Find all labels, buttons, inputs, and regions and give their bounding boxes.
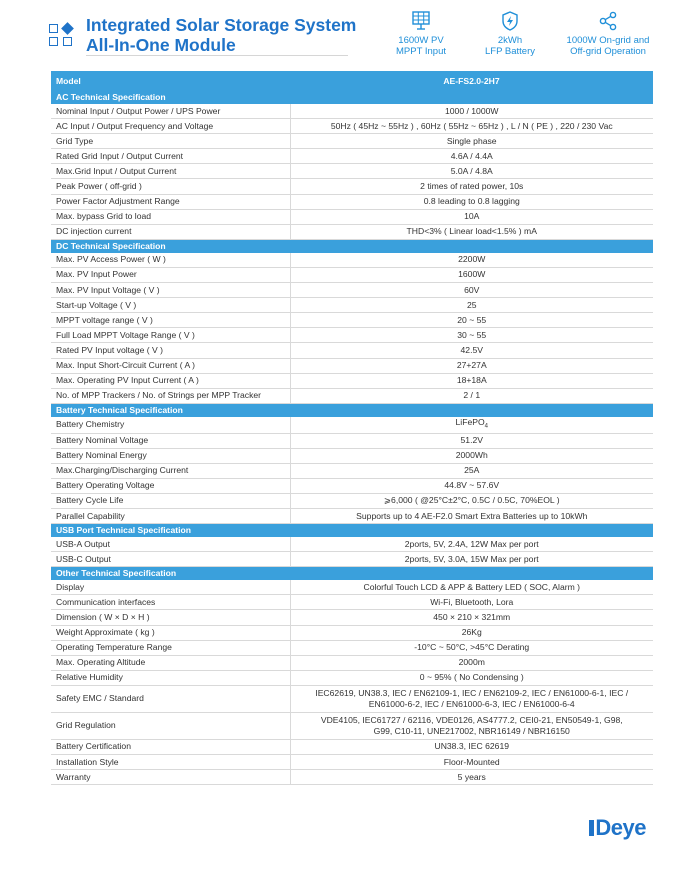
spec-row — [51, 640, 653, 655]
spec-value: 42.5V — [290, 343, 653, 358]
spec-value: 2ports, 5V, 2.4A, 12W Max per port — [290, 537, 653, 552]
spec-value: -10°C ~ 50°C, >45°C Derating — [290, 640, 653, 655]
page-title — [86, 15, 356, 55]
spec-label: MPPT voltage range ( V ) — [51, 313, 290, 328]
solar-panel-icon — [410, 10, 432, 32]
spec-label: Communication interfaces — [51, 595, 290, 610]
title-line-1: Integrated Solar Storage System — [86, 15, 357, 35]
title-line-2: All-In-One Module — [86, 35, 236, 55]
feature-grid-line1: 1000W On-grid and — [566, 35, 650, 46]
spec-label: Grid Regulation — [51, 712, 290, 739]
spec-row — [51, 134, 653, 149]
spec-row — [51, 552, 653, 567]
spec-label: Warranty — [51, 770, 290, 785]
spec-row — [51, 433, 653, 448]
spec-label: Battery Chemistry — [51, 417, 290, 433]
spec-value: 10A — [290, 209, 653, 224]
spec-value: 2 / 1 — [290, 388, 653, 403]
section-header — [51, 567, 653, 581]
spec-value: 2000Wh — [290, 448, 653, 463]
spec-label: Weight Approximate ( kg ) — [51, 625, 290, 640]
spec-value: 4.6A / 4.4A — [290, 149, 653, 164]
spec-label: USB-C Output — [51, 552, 290, 567]
spec-label: Max. PV Access Power ( W ) — [51, 253, 290, 268]
spec-row — [51, 224, 653, 239]
spec-row — [51, 267, 653, 282]
spec-row — [51, 253, 653, 268]
spec-row — [51, 463, 653, 478]
spec-row — [51, 104, 653, 119]
spec-label: Nominal Input / Output Power / UPS Power — [51, 104, 290, 119]
spec-value: 2ports, 5V, 3.0A, 15W Max per port — [290, 552, 653, 567]
spec-value: Wi-Fi, Bluetooth, Lora — [290, 595, 653, 610]
spec-value: UN38.3, IEC 62619 — [290, 739, 653, 754]
deye-logo — [589, 815, 646, 841]
spec-label: Max.Charging/Discharging Current — [51, 463, 290, 478]
spec-label: No. of MPP Trackers / No. of Strings per MPP Tracker — [51, 388, 290, 403]
feature-pv-line2: MPPT Input — [396, 46, 446, 57]
section-title: Battery Technical Specification — [51, 403, 653, 417]
spec-value: 20 ~ 55 — [290, 313, 653, 328]
spec-label: Max. Input Short-Circuit Current ( A ) — [51, 358, 290, 373]
spec-value: 25 — [290, 298, 653, 313]
spec-value: 1600W — [290, 267, 653, 282]
spec-row — [51, 493, 653, 508]
spec-value: Supports up to 4 AE-F2.0 Smart Extra Batteries up to 10kWh — [290, 508, 653, 523]
spec-row — [51, 625, 653, 640]
spec-value: Single phase — [290, 134, 653, 149]
spec-label: Dimension ( W × D × H ) — [51, 610, 290, 625]
network-share-icon — [597, 10, 619, 32]
spec-row — [51, 478, 653, 493]
section-title: Other Technical Specification — [51, 567, 653, 581]
page-header — [0, 0, 700, 70]
spec-row — [51, 537, 653, 552]
spec-value: 2 times of rated power, 10s — [290, 179, 653, 194]
spec-label: Max. Operating Altitude — [51, 655, 290, 670]
spec-row — [51, 755, 653, 770]
section-header — [51, 91, 653, 104]
spec-row — [51, 373, 653, 388]
spec-value: Floor-Mounted — [290, 755, 653, 770]
spec-row — [51, 580, 653, 595]
model-row — [51, 71, 653, 91]
spec-label: Max. PV Input Power — [51, 267, 290, 282]
spec-label: Grid Type — [51, 134, 290, 149]
spec-label: Battery Nominal Energy — [51, 448, 290, 463]
spec-value: 27+27A — [290, 358, 653, 373]
spec-value: 25A — [290, 463, 653, 478]
deye-logo-mark-icon — [589, 820, 594, 836]
spec-label: Start-up Voltage ( V ) — [51, 298, 290, 313]
spec-row — [51, 194, 653, 209]
spec-row — [51, 770, 653, 785]
spec-value: 0 ~ 95% ( No Condensing ) — [290, 670, 653, 685]
spec-value: THD<3% ( Linear load<1.5% ) mA — [290, 224, 653, 239]
spec-row — [51, 417, 653, 433]
feature-pv-input — [371, 10, 471, 57]
spec-label: Power Factor Adjustment Range — [51, 194, 290, 209]
spec-row — [51, 298, 653, 313]
spec-row — [51, 670, 653, 685]
spec-row — [51, 358, 653, 373]
spec-value: 26Kg — [290, 625, 653, 640]
spec-label: Safety EMC / Standard — [51, 685, 290, 712]
spec-value: 2200W — [290, 253, 653, 268]
section-title: USB Port Technical Specification — [51, 524, 653, 538]
title-divider — [86, 55, 348, 56]
section-header — [51, 239, 653, 253]
spec-value: 0.8 leading to 0.8 lagging — [290, 194, 653, 209]
spec-value — [290, 417, 653, 433]
section-header — [51, 524, 653, 538]
feature-pv-line1: 1600W PV — [398, 35, 444, 46]
spec-label: Max.Grid Input / Output Current — [51, 164, 290, 179]
spec-row — [51, 343, 653, 358]
spec-label: Battery Cycle Life — [51, 493, 290, 508]
model-value: AE-FS2.0-2H7 — [290, 71, 653, 91]
spec-row — [51, 685, 653, 712]
spec-value: Colorful Touch LCD & APP & Battery LED ( SOC, Alarm ) — [290, 580, 653, 595]
spec-label: Relative Humidity — [51, 670, 290, 685]
spec-row — [51, 712, 653, 739]
spec-value: 44.8V ~ 57.6V — [290, 478, 653, 493]
spec-label: Rated PV Input voltage ( V ) — [51, 343, 290, 358]
spec-label: Battery Operating Voltage — [51, 478, 290, 493]
spec-value-text: LiFePO — [455, 416, 485, 427]
spec-table — [51, 71, 653, 785]
spec-value: 18+18A — [290, 373, 653, 388]
spec-value: ⩾6,000 ( @25°C±2°C, 0.5C / 0.5C, 70%EOL ) — [290, 493, 653, 508]
spec-label: Display — [51, 580, 290, 595]
spec-row — [51, 313, 653, 328]
spec-value: VDE4105, IEC61727 / 62116, VDE0126, AS4777.2, CEI0-21, EN50549-1, G98, G99, C10-11, UNE217002, NBR16149 / NBR16150 — [290, 712, 653, 739]
spec-row — [51, 655, 653, 670]
battery-bolt-icon — [499, 10, 521, 32]
spec-label: Installation Style — [51, 755, 290, 770]
feature-battery — [460, 10, 560, 57]
brand-name: Deye — [595, 815, 646, 840]
logo-squares-icon — [49, 21, 79, 49]
spec-label: Max. Operating PV Input Current ( A ) — [51, 373, 290, 388]
section-title: DC Technical Specification — [51, 239, 653, 253]
spec-value: 51.2V — [290, 433, 653, 448]
spec-row — [51, 595, 653, 610]
spec-label: Battery Nominal Voltage — [51, 433, 290, 448]
spec-value: 1000 / 1000W — [290, 104, 653, 119]
spec-label: DC injection current — [51, 224, 290, 239]
feature-battery-line2: LFP Battery — [485, 46, 535, 57]
spec-label: Rated Grid Input / Output Current — [51, 149, 290, 164]
spec-row — [51, 283, 653, 298]
spec-label: USB-A Output — [51, 537, 290, 552]
spec-label: Peak Power ( off-grid ) — [51, 179, 290, 194]
feature-grid-line2: Off-grid Operation — [570, 46, 646, 57]
spec-label: Full Load MPPT Voltage Range ( V ) — [51, 328, 290, 343]
spec-value: 2000m — [290, 655, 653, 670]
feature-battery-line1: 2kWh — [497, 35, 523, 46]
spec-row — [51, 388, 653, 403]
model-label: Model — [51, 71, 290, 91]
spec-label: Operating Temperature Range — [51, 640, 290, 655]
spec-row — [51, 610, 653, 625]
spec-row — [51, 328, 653, 343]
feature-grid-operation — [558, 10, 658, 57]
spec-label: AC Input / Output Frequency and Voltage — [51, 119, 290, 134]
spec-value: 450 × 210 × 321mm — [290, 610, 653, 625]
spec-value: 5 years — [290, 770, 653, 785]
spec-row — [51, 209, 653, 224]
spec-row — [51, 164, 653, 179]
spec-label: Max. bypass Grid to load — [51, 209, 290, 224]
spec-label: Max. PV Input Voltage ( V ) — [51, 283, 290, 298]
spec-row — [51, 179, 653, 194]
spec-row — [51, 119, 653, 134]
spec-row — [51, 149, 653, 164]
spec-row — [51, 448, 653, 463]
spec-value: IEC62619, UN38.3, IEC / EN62109-1, IEC / EN62109-2, IEC / EN61000-6-1, IEC / EN61000-6-2, IEC / EN61000-6-3, IEC / EN61000-6-4 — [290, 685, 653, 712]
spec-label: Parallel Capability — [51, 508, 290, 523]
spec-value: 60V — [290, 283, 653, 298]
spec-value: 50Hz ( 45Hz ~ 55Hz ) , 60Hz ( 55Hz ~ 65Hz ) , L / N ( PE ) , 220 / 230 Vac — [290, 119, 653, 134]
spec-row — [51, 508, 653, 523]
section-header — [51, 403, 653, 417]
spec-value: 5.0A / 4.8A — [290, 164, 653, 179]
spec-value: 30 ~ 55 — [290, 328, 653, 343]
section-title: AC Technical Specification — [51, 91, 653, 104]
spec-value-subscript: 4 — [484, 423, 488, 430]
spec-label: Battery Certification — [51, 739, 290, 754]
spec-row — [51, 739, 653, 754]
